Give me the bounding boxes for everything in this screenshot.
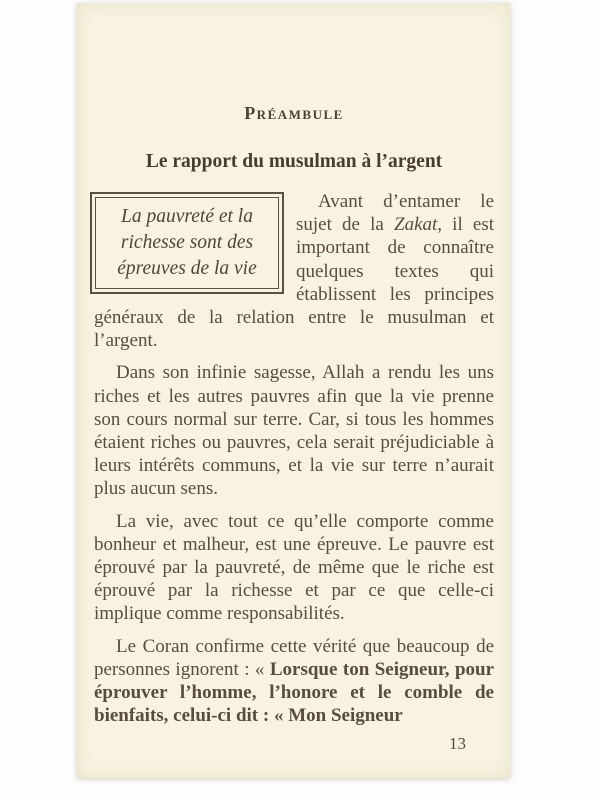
page-content <box>77 3 510 727</box>
pull-quote-line: épreuves de la vie <box>117 258 257 279</box>
page-number: 13 <box>449 734 466 753</box>
body-paragraph: La vie, avec tout ce qu’elle comporte comme bonheur et malheur, est une épreuve. Le pauvre est éprouvé par la pauvreté, de même que le riche est éprouvé par la richesse et par ce que celle-ci implique comme responsabilités. <box>94 510 494 625</box>
book-page <box>77 3 510 778</box>
paragraph-text: Le Coran confirme cette vérité que beaucoup de personnes ignorent : « <box>94 635 494 680</box>
body-paragraph <box>94 635 494 728</box>
pull-quote-box <box>90 192 284 294</box>
body-paragraph: Dans son infinie sagesse, Allah a rendu les uns riches et les autres pauvres afin que la vie prenne son cours normal sur terre. Car, si tous les hommes étaient riches ou pauvres, cela serait préjudiciable à leurs intérêts communs, et la vie sur terre n’aurait plus aucun sens. <box>94 362 494 500</box>
pull-quote-inner <box>95 197 279 289</box>
pull-quote-line: richesse sont des <box>120 232 254 253</box>
paragraph-text: , il est important de connaître quelques textes qui établissent les principes généraux de la relation entre le musulman et l’argent. <box>94 214 495 352</box>
section-heading: Le rapport du musulman à l’argent <box>145 151 443 172</box>
italic-term-zakat: Zakat <box>394 214 438 236</box>
bold-quran-quote: Lorsque ton Seigneur, pour éprouver l’homme, l’honore et le comble de bienfaits, celui-ci dit : « Mon Seigneur <box>94 658 495 727</box>
paragraph-text: Avant d’entamer le sujet de la <box>296 191 494 236</box>
page-title: Préambule <box>244 103 344 123</box>
body-text <box>94 190 494 727</box>
pull-quote-line: La pauvreté et la <box>121 206 253 227</box>
